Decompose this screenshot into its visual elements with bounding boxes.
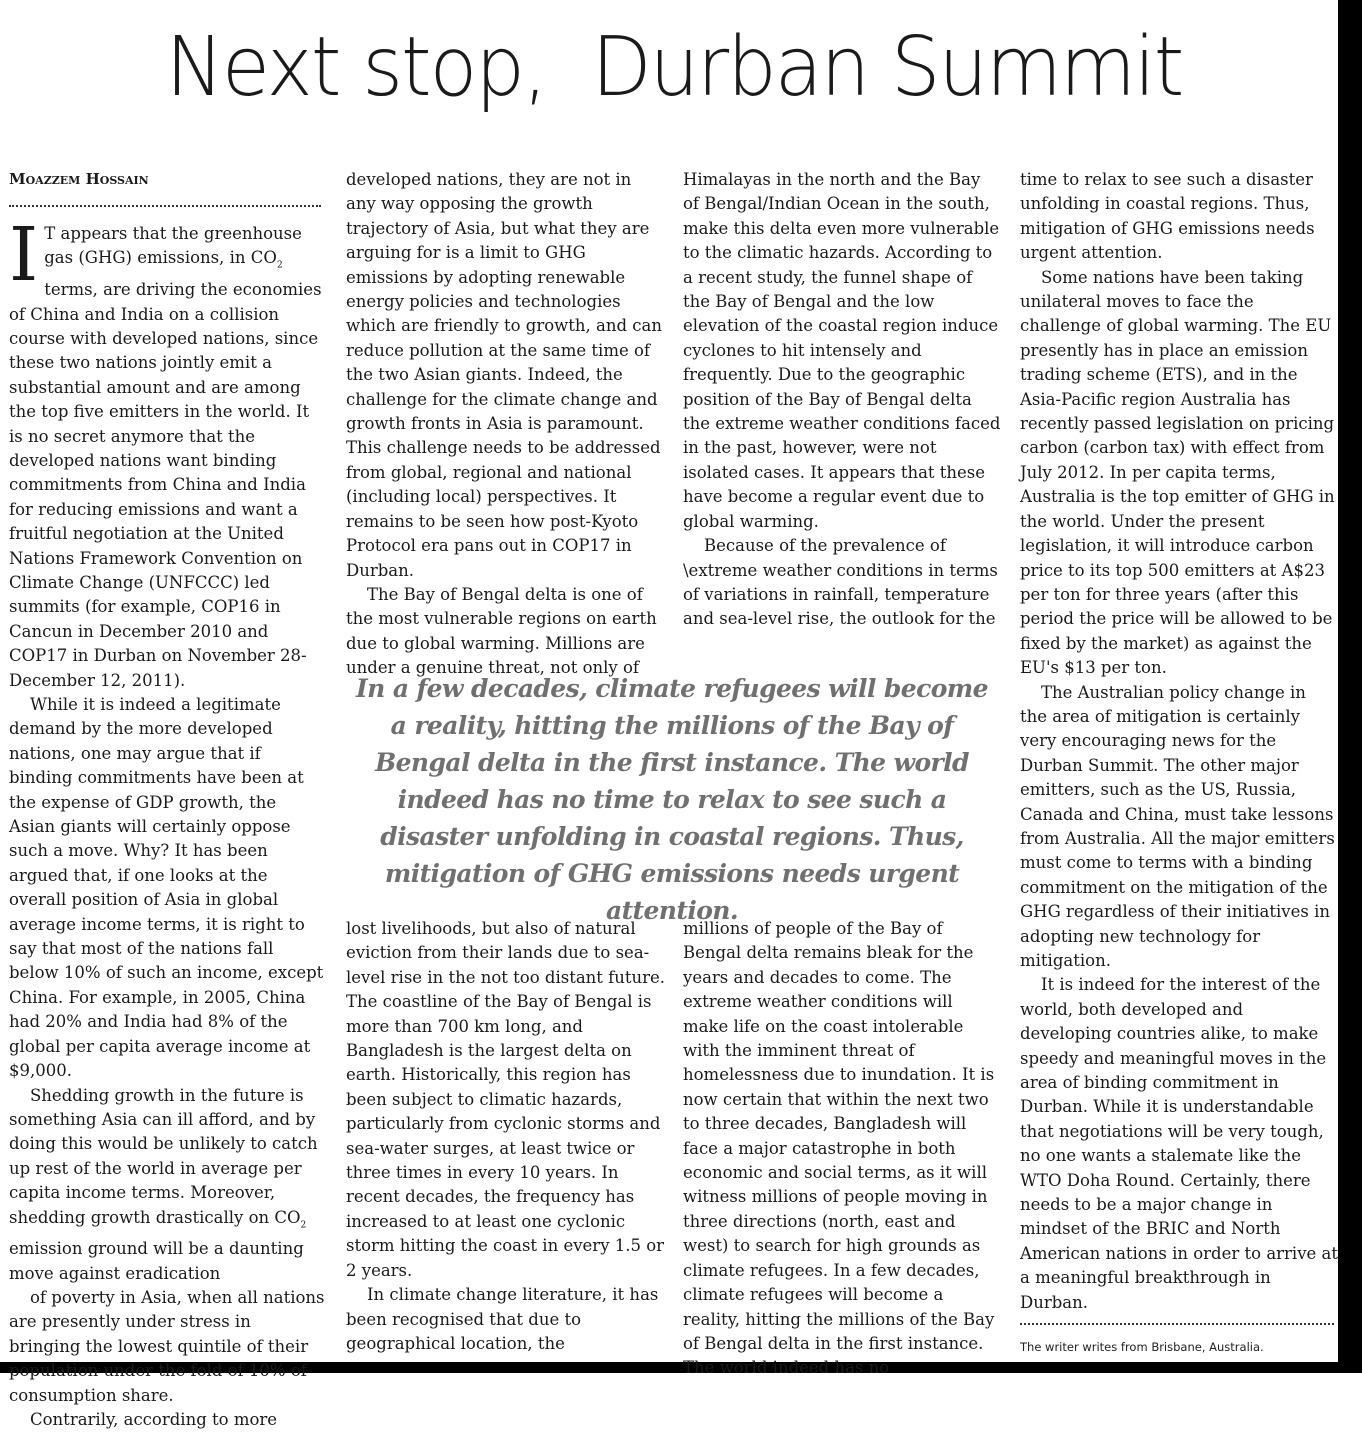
paragraph: It is indeed for the interest of the world, both developed and developing countries alike, to make speedy and meaningful moves in the area of binding commitment in Durban. While it is understandable that negotiations will be very tough, no one wants a stalemate like the WTO Doha Round. Certainly, there needs to be a major change in mindset of the BRIC and North American nations in order to arrive at a meaningful breakthrough in Durban. — [1020, 975, 1339, 1312]
paragraph-3: Shedding growth in the future is something Asia can ill afford, and by doing this would be unlikely to catch up rest of the world in average per capita income terms. Moreover, shedding growth drastically on $CO_2$ emission ground will be a daunting move against eradication — [9, 1085, 318, 1283]
article-column-2-bottom — [346, 917, 666, 1356]
paragraph: developed nations, they are not in any way opposing the growth trajectory of Asia, but what they are arguing for is a limit to GHG emissions by adopting renewable energy policies and technologies which are friendly to growth, and can reduce pollution at the same time of the two Asian giants. Indeed, the challenge for the climate change and growth fronts in Asia is paramount. This challenge needs to be addressed from global, regional and national (including local) perspectives. It remains to be seen how post-Kyoto Protocol era pans out in COP17 in Durban. — [346, 170, 662, 580]
paragraph-4: of poverty in Asia, when all nations are presently under stress in bringing the lowest quintile of their population under the fold of 10% of consumption share. — [9, 1288, 325, 1405]
right-edge-bar — [1338, 0, 1362, 1373]
paragraph: Some nations have been taking unilateral moves to face the challenge of global warming. The EU presently has in place an emission trading scheme (ETS), and in the Asia-Pacific region Australia has recently passed legislation on pricing carbon (carbon tax) with effect from July 2012. In per capita terms, Australia is the top emitter of GHG in the world. Under the present legislation, it will introduce carbon price to its top 500 emitters at A$23 per ton for three years (after this period the price will be allowed to be fixed by the market) as against the EU's $13 per ton. — [1020, 267, 1335, 678]
subscript-2: 2 — [300, 1219, 307, 1230]
drop-cap: I — [9, 212, 39, 298]
paragraph: In climate change literature, it has been recognised that due to geographical location, the — [346, 1285, 659, 1353]
byline: Moazzem Hossain — [9, 170, 149, 188]
paragraph: The Bay of Bengal delta is one of the most vulnerable regions on earth due to global warming. Millions are under a genuine threat, not only of — [346, 584, 657, 678]
paragraph-2: While it is indeed a legitimate demand by the more developed nations, one may argue that if binding commitments have been at the expense of GDP growth, the Asian giants will certainly oppose such a move. Why? It has been argued that, if one looks at the overall position of Asia in global average income terms, it is right to say that most of the nations fall below 10% of such an income, except China. For example, in 2005, China had 20% and India had 8% of the global per capita average income at $9,000. — [9, 695, 324, 1081]
paragraph: millions of people of the Bay of Bengal delta remains bleak for the years and decades to come. The extreme weather conditions will make life on the coast intolerable with the imminent threat of homelessness due to inundation. It is now certain that within the next two to three decades, Bangladesh will face a major catastrophe in both economic and social terms, as it will witness millions of people moving in three directions (north, east and west) to search for high grounds as climate refugees. In a few decades, climate refugees will become a reality, hitting the millions of the Bay of Bengal delta in the first instance. The world indeed has no — [683, 919, 995, 1378]
paragraph: lost livelihoods, but also of natural eviction from their lands due to sea-level rise in the not too distant future. The coastline of the Bay of Bengal is more than 700 km long, and Bangladesh is the largest delta on earth. Historically, this region has been subject to climatic hazards, particularly from cyclonic storms and sea-water surges, at least twice or three times in every 10 years. In recent decades, the frequency has increased to at least one cyclonic storm hitting the coast in every 1.5 or 2 years. — [346, 919, 666, 1280]
article-column-4 — [1020, 168, 1338, 1315]
article-column-2-top — [346, 168, 666, 681]
article-column-3-bottom — [683, 917, 1001, 1381]
headline: Next stop, Durban Summit — [165, 20, 1183, 115]
article-column-1 — [9, 212, 327, 1433]
paragraph-1: I T appears that the greenhouse gas (GHG) emissions, in $CO_2$ terms, are driving the economies of China and India on a collision course with developed nations, since these two nations jointly emit a substantial amount and are among the top five emitters in the world. It is no secret anymore that the developed nations want binding commitments from China and India for reducing emissions and want a fruitful negotiation at the United Nations Framework Convention on Climate Change (UNFCCC) led summits (for example, COP16 in Cancun in December 2010 and COP17 in Durban on November 28-December 12, 2011). — [9, 212, 322, 690]
byline-divider — [9, 205, 321, 207]
article-column-3-top — [683, 168, 1001, 632]
paragraph: Because of the prevalence of \extreme weather conditions in terms of variations in rainfall, temperature and sea-level rise, the outlook for the — [683, 536, 998, 629]
paragraph: time to relax to see such a disaster unfolding in coastal regions. Thus, mitigation of GHG emissions needs urgent attention. — [1020, 170, 1315, 263]
credit-divider — [1020, 1323, 1334, 1325]
writer-credit: The writer writes from Brisbane, Australia. — [1020, 1340, 1264, 1354]
paragraph-5: Contrarily, according to more — [30, 1410, 278, 1430]
pull-quote: In a few decades, climate refugees will become a reality, hitting the millions of the Bay of Bengal delta in the first instance. The world indeed has no time to relax to see such a disaster unfolding in coastal regions. Thus, mitigation of GHG emissions needs urgent attention. — [356, 674, 988, 925]
subscript-2: 2 — [276, 260, 283, 271]
paragraph: Himalayas in the north and the Bay of Bengal/Indian Ocean in the south, make this delta even more vulnerable to the climatic hazards. According to a recent study, the funnel shape of the Bay of Bengal and the low elevation of the coastal region induce cyclones to hit intensely and frequently. Due to the geographic position of the Bay of Bengal delta the extreme weather conditions faced in the past, however, were not isolated cases. It appears that these have become a regular event due to global warming. — [683, 170, 1001, 531]
paragraph: The Australian policy change in the area of mitigation is certainly very encouraging news for the Durban Summit. The other major emitters, such as the US, Russia, Canada and China, must take lessons from Australia. All the major emitters must come to terms with a binding commitment on the mitigation of the GHG regardless of their initiatives in adopting new technology for mitigation. — [1020, 682, 1335, 970]
